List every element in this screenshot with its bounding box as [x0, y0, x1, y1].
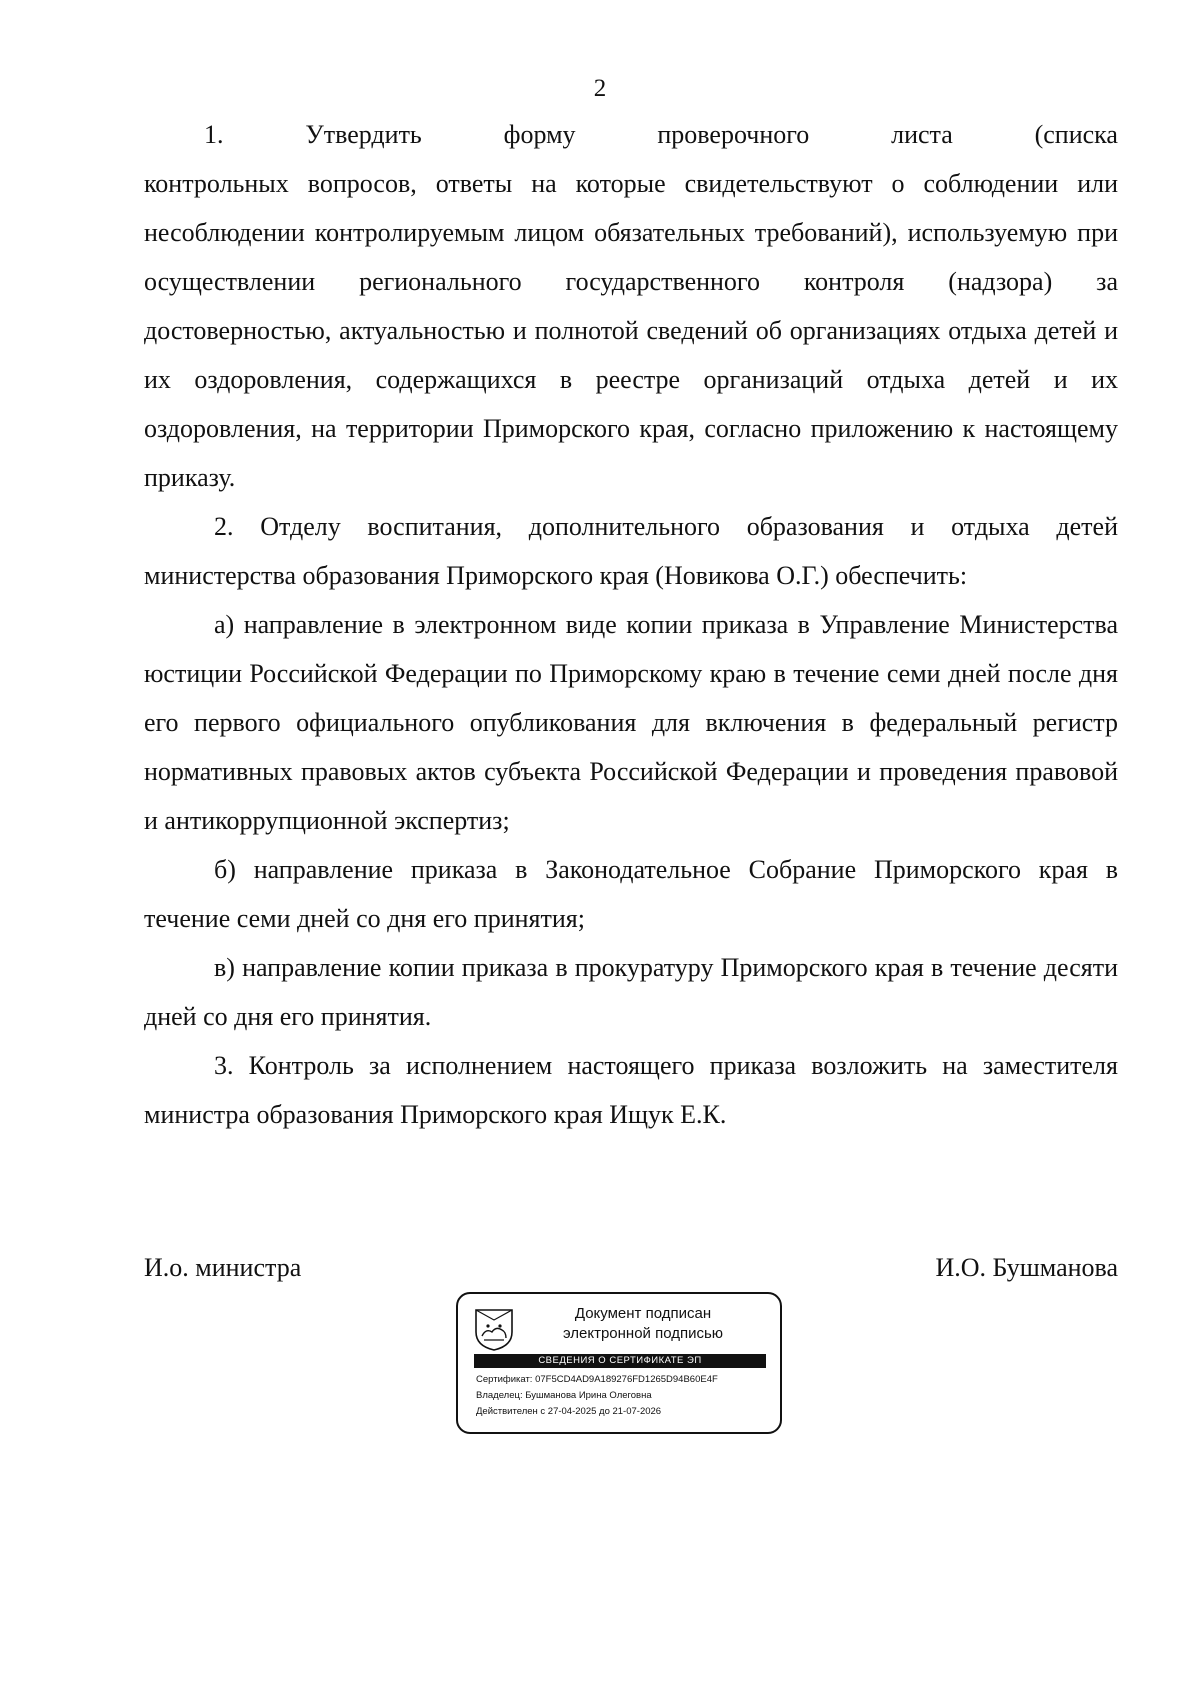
paragraph-2b: б) направление приказа в Законодательное Собрание Приморского края в течение семи дней со дня его принятия;: [144, 855, 1118, 933]
stamp-certificate-number: Сертификат: 07F5CD4AD9A189276FD1265D94B60E4F: [476, 1374, 718, 1385]
paragraph-2a: а) направление в электронном виде копии приказа в Управление Министерства юстиции Российской Федерации по Приморскому краю в течение семи дней после дня его первого официального опубликования для включения в федеральный регистр нормативных правовых актов субъекта Российской Федерации и проведения правовой и антикоррупционной экспертиз;: [144, 610, 1118, 835]
electronic-signature-stamp: [456, 1292, 782, 1434]
paragraph-2c: в) направление копии приказа в прокуратуру Приморского края в течение десяти дней со дня его принятия.: [144, 953, 1118, 1031]
stamp-certificate-details: [476, 1372, 772, 1420]
document-body: [144, 110, 1118, 1139]
stamp-title: [528, 1304, 758, 1344]
stamp-certificate-header: СВЕДЕНИЯ О СЕРТИФИКАТЕ ЭП: [474, 1354, 766, 1368]
page-number: 2: [593, 75, 607, 102]
paragraph-2: 2. Отделу воспитания, дополнительного образования и отдыха детей министерства образования Приморского края (Новикова О.Г.) обеспечить:: [144, 512, 1118, 590]
paragraph-1-rest: контрольных вопросов, ответы на которые свидетельствуют о соблюдении или несоблюдении контролируемым лицом обязательных требований), используемую при осуществлении регионального государственного контроля (надзора) за достоверностью, актуальностью и полнотой сведений об организациях отдыха детей и их оздоровления, содержащихся в реестре организаций отдыха детей и их оздоровления, на территории Приморского края, согласно приложению к настоящему приказу.: [144, 169, 1118, 492]
paragraph-1-word: листа: [891, 120, 953, 149]
signer-name: И.О. Бушманова: [935, 1253, 1118, 1282]
paragraph-1-word: Утвердить: [305, 120, 422, 149]
coat-of-arms-icon: [472, 1306, 516, 1352]
paragraph-3: 3. Контроль за исполнением настоящего приказа возложить на заместителя министра образования Приморского края Ищук Е.К.: [144, 1051, 1118, 1129]
paragraph-1: [144, 110, 1118, 502]
signature-row: [144, 1248, 1118, 1288]
stamp-owner: Владелец: Бушманова Ирина Олеговна: [476, 1390, 652, 1401]
stamp-validity: Действителен с 27-04-2025 до 21-07-2026: [476, 1406, 662, 1417]
paragraph-1-first-line: [144, 110, 1118, 159]
signer-position: И.о. министра: [144, 1253, 302, 1282]
stamp-title-line: Документ подписан: [574, 1305, 712, 1322]
stamp-title-line: электронной подписью: [562, 1325, 724, 1342]
paragraph-1-word: проверочного: [657, 120, 810, 149]
paragraph-1-word: 1.: [204, 120, 224, 149]
paragraph-1-word: (списка: [1034, 120, 1118, 149]
paragraph-1-word: форму: [503, 120, 576, 149]
